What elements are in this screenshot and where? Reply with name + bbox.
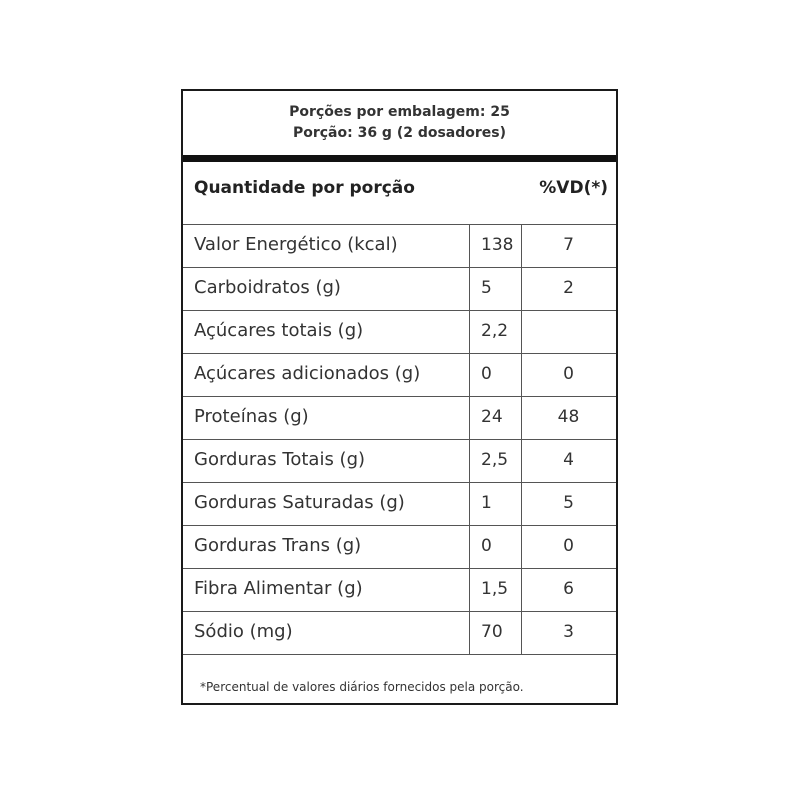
table-row	[183, 440, 616, 483]
nutrient-vd: 48	[557, 407, 580, 427]
nutrient-name: Fibra Alimentar (g)	[194, 578, 363, 599]
nutrition-facts-label	[181, 89, 618, 705]
nutrient-amount: 0	[481, 536, 492, 556]
portion-size: Porção: 36 g (2 dosadores)	[292, 125, 507, 141]
amount-cell	[469, 397, 522, 439]
table-row	[183, 354, 616, 397]
nutrient-table	[183, 225, 616, 655]
nutrient-amount: 2,5	[481, 450, 509, 470]
nutrient-vd: 2	[563, 278, 574, 298]
table-row	[183, 225, 616, 268]
nutrient-name: Proteínas (g)	[194, 406, 309, 427]
nutrient-vd: 5	[563, 493, 574, 513]
amount-cell	[469, 483, 522, 525]
vd-header: %VD(*)	[539, 178, 608, 198]
amount-cell	[469, 311, 522, 353]
nutrient-amount: 70	[481, 622, 503, 642]
nutrient-amount: 24	[481, 407, 503, 427]
table-row	[183, 612, 616, 655]
nutrient-name: Sódio (mg)	[194, 621, 293, 642]
amount-cell	[469, 612, 522, 654]
table-row	[183, 311, 616, 354]
table-row	[183, 526, 616, 569]
nutrient-amount: 0	[481, 364, 492, 384]
table-row	[183, 268, 616, 311]
nutrient-name: Gorduras Totais (g)	[194, 449, 366, 470]
nutrient-vd: 7	[563, 235, 574, 255]
nutrient-name: Carboidratos (g)	[194, 277, 341, 298]
nutrient-amount: 5	[481, 278, 492, 298]
nutrient-amount: 1	[481, 493, 492, 513]
servings-per-package: Porções por embalagem: 25	[289, 104, 510, 120]
nutrient-vd: 6	[563, 579, 574, 599]
amount-cell	[469, 440, 522, 482]
nutrient-vd: 4	[563, 450, 574, 470]
quantity-header: Quantidade por porção	[194, 178, 415, 198]
nutrient-vd: 3	[563, 622, 574, 642]
nutrient-name: Gorduras Saturadas (g)	[194, 492, 405, 513]
amount-cell	[469, 526, 522, 568]
nutrient-name: Gorduras Trans (g)	[194, 535, 362, 556]
table-header	[183, 162, 616, 225]
amount-cell	[469, 569, 522, 611]
nutrient-vd: 0	[563, 536, 574, 556]
nutrient-vd: 0	[563, 364, 574, 384]
nutrient-name: Açúcares totais (g)	[194, 320, 364, 341]
table-row	[183, 569, 616, 612]
table-row	[183, 397, 616, 440]
nutrient-name: Valor Energético (kcal)	[194, 234, 398, 255]
nutrient-amount: 2,2	[481, 321, 509, 341]
nutrient-amount: 138	[481, 235, 514, 255]
amount-cell	[469, 268, 522, 310]
amount-cell	[469, 354, 522, 396]
nutrient-name: Açúcares adicionados (g)	[194, 363, 421, 384]
footnote: *Percentual de valores diários fornecidos pela porção.	[200, 680, 524, 694]
nutrient-amount: 1,5	[481, 579, 509, 599]
serving-info	[183, 91, 616, 155]
table-row	[183, 483, 616, 526]
thick-divider	[183, 155, 616, 162]
amount-cell	[469, 225, 522, 267]
